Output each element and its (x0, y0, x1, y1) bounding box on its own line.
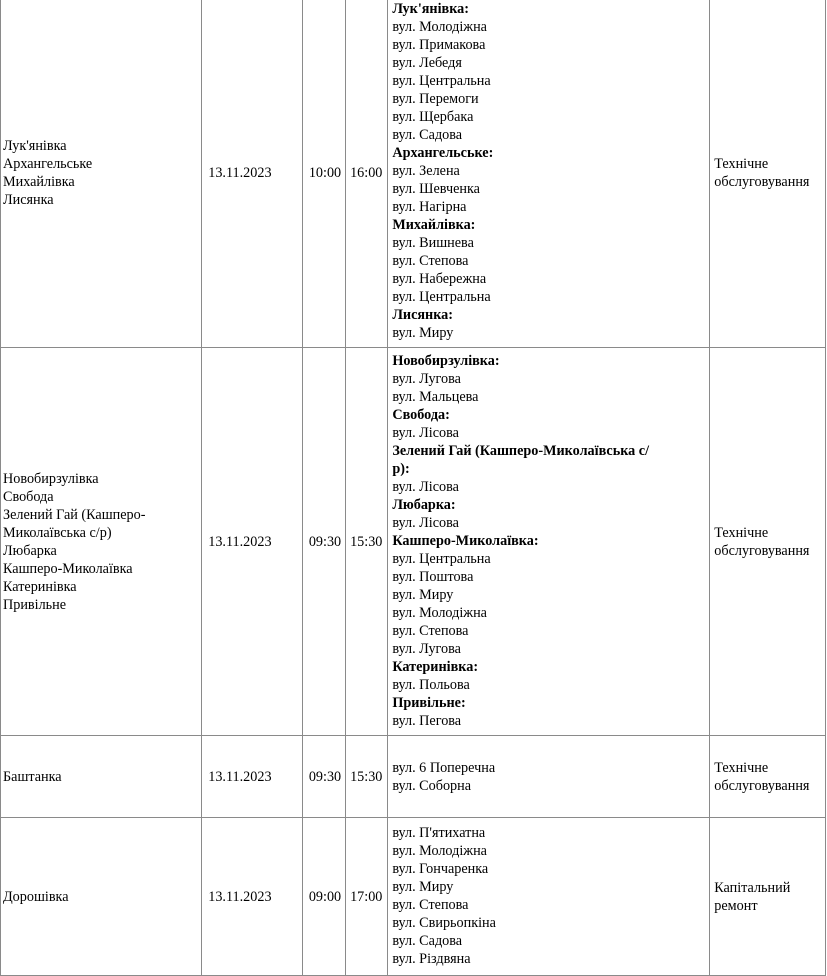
street-line: вул. Соборна (392, 777, 472, 794)
street-line: вул. Садова (392, 127, 463, 143)
end-time-cell: 17:00 (346, 818, 388, 976)
date-cell: 13.11.2023 (202, 736, 303, 818)
street-line: вул. Гончаренка (392, 861, 489, 877)
settlement-heading: Архангельське: (392, 145, 494, 161)
street-line: вул. Молодіжна (392, 605, 487, 621)
settlement-name: Новобирзулівка (3, 470, 99, 487)
settlement-name: Миколаївська с/р) (3, 524, 112, 541)
street-line: вул. 6 Поперечна (392, 759, 496, 776)
street-line: вул. Молодіжна (392, 19, 487, 35)
table-row (1, 818, 826, 976)
street-line: вул. Нагірна (392, 199, 467, 215)
settlement-heading: Свобода: (392, 407, 450, 423)
street-line: вул. Миру (392, 325, 454, 341)
reason-text: обслуговування (714, 777, 810, 794)
street-line: вул. Центральна (392, 289, 491, 305)
table-row (1, 0, 826, 348)
street-line: вул. П'ятихатна (392, 825, 486, 841)
table-row (1, 348, 826, 736)
reason-text: ремонт (714, 897, 758, 914)
settlements-cell (1, 736, 202, 818)
streets-cell (388, 818, 710, 976)
reason-text: обслуговування (714, 542, 810, 559)
street-line: вул. Степова (392, 897, 469, 913)
settlement-heading: Новобирзулівка: (392, 353, 500, 369)
settlement-heading: Кашперо-Миколаївка: (392, 533, 539, 549)
end-time-cell: 15:30 (346, 736, 388, 818)
street-line: вул. Польова (392, 677, 470, 693)
street-line: вул. Зелена (392, 163, 460, 179)
street-line: вул. Лісова (392, 425, 459, 441)
table-body (1, 0, 826, 976)
streets-cell (388, 0, 710, 348)
street-line: вул. Центральна (392, 73, 491, 89)
settlements-cell (1, 0, 202, 348)
street-line: вул. Садова (392, 933, 463, 949)
settlement-name: Дорошівка (3, 888, 69, 905)
reason-cell (710, 0, 826, 348)
settlement-name: Лисянка (3, 191, 54, 208)
settlement-heading: Зелений Гай (Кашперо-Миколаївська с/ (392, 443, 650, 459)
street-line: вул. Примакова (392, 37, 486, 53)
end-time-cell: 15:30 (346, 348, 388, 736)
settlement-heading: Любарка: (392, 497, 456, 513)
settlement-heading: Лук'янівка: (392, 1, 469, 17)
reason-cell (710, 736, 826, 818)
reason-text: Технічне (714, 759, 769, 776)
start-time-cell: 09:30 (302, 348, 345, 736)
settlement-name: Свобода (3, 488, 54, 505)
street-line: вул. Степова (392, 623, 469, 639)
settlement-name: Архангельське (3, 155, 93, 172)
street-line: вул. Миру (392, 587, 454, 603)
reason-text: обслуговування (714, 173, 810, 190)
reason-text: Технічне (714, 155, 769, 172)
settlements-cell (1, 818, 202, 976)
start-time-cell: 10:00 (302, 0, 345, 348)
street-line: вул. Мальцева (392, 389, 479, 405)
table-row (1, 736, 826, 818)
street-line: вул. Свирьопкіна (392, 915, 496, 931)
settlement-name: Михайлівка (3, 173, 75, 190)
streets-cell (388, 736, 710, 818)
street-line: вул. Щербака (392, 109, 474, 125)
start-time-cell: 09:00 (302, 818, 345, 976)
settlement-heading: Привільне: (392, 695, 466, 711)
street-line: вул. Лісова (392, 479, 459, 495)
street-line: вул. Миру (392, 879, 454, 895)
start-time-cell: 09:30 (302, 736, 345, 818)
street-line: вул. Степова (392, 253, 469, 269)
street-line: вул. Молодіжна (392, 843, 487, 859)
settlement-heading: Лисянка: (392, 307, 453, 323)
settlement-heading: р): (392, 461, 410, 477)
date-cell: 13.11.2023 (202, 0, 303, 348)
reason-text: Технічне (714, 524, 769, 541)
settlement-name: Привільне (3, 596, 67, 613)
reason-text: Капітальний (714, 879, 791, 896)
settlements-cell (1, 348, 202, 736)
street-line: вул. Лебедя (392, 55, 462, 71)
settlement-heading: Катеринівка: (392, 659, 479, 675)
settlement-heading: Михайлівка: (392, 217, 476, 233)
reason-cell (710, 818, 826, 976)
street-line: вул. Лугова (392, 371, 461, 387)
settlement-name: Баштанка (3, 768, 62, 785)
street-line: вул. Перемоги (392, 91, 479, 107)
street-line: вул. Шевченка (392, 181, 480, 197)
reason-cell (710, 348, 826, 736)
street-line: вул. Вишнева (392, 235, 474, 251)
street-line: вул. Лугова (392, 641, 461, 657)
end-time-cell: 16:00 (346, 0, 388, 348)
streets-cell (388, 348, 710, 736)
settlement-name: Кашперо-Миколаївка (3, 560, 133, 577)
street-line: вул. Лісова (392, 515, 459, 531)
settlement-name: Зелений Гай (Кашперо- (3, 506, 146, 523)
settlement-name: Любарка (3, 542, 57, 559)
street-line: вул. Пегова (392, 713, 462, 729)
settlement-name: Лук'янівка (3, 137, 67, 154)
settlement-name: Катеринівка (3, 578, 77, 595)
street-line: вул. Поштова (392, 569, 474, 585)
date-cell: 13.11.2023 (202, 818, 303, 976)
street-line: вул. Набережна (392, 271, 487, 287)
street-line: вул. Різдвяна (392, 951, 471, 967)
street-line: вул. Центральна (392, 551, 491, 567)
date-cell: 13.11.2023 (202, 348, 303, 736)
